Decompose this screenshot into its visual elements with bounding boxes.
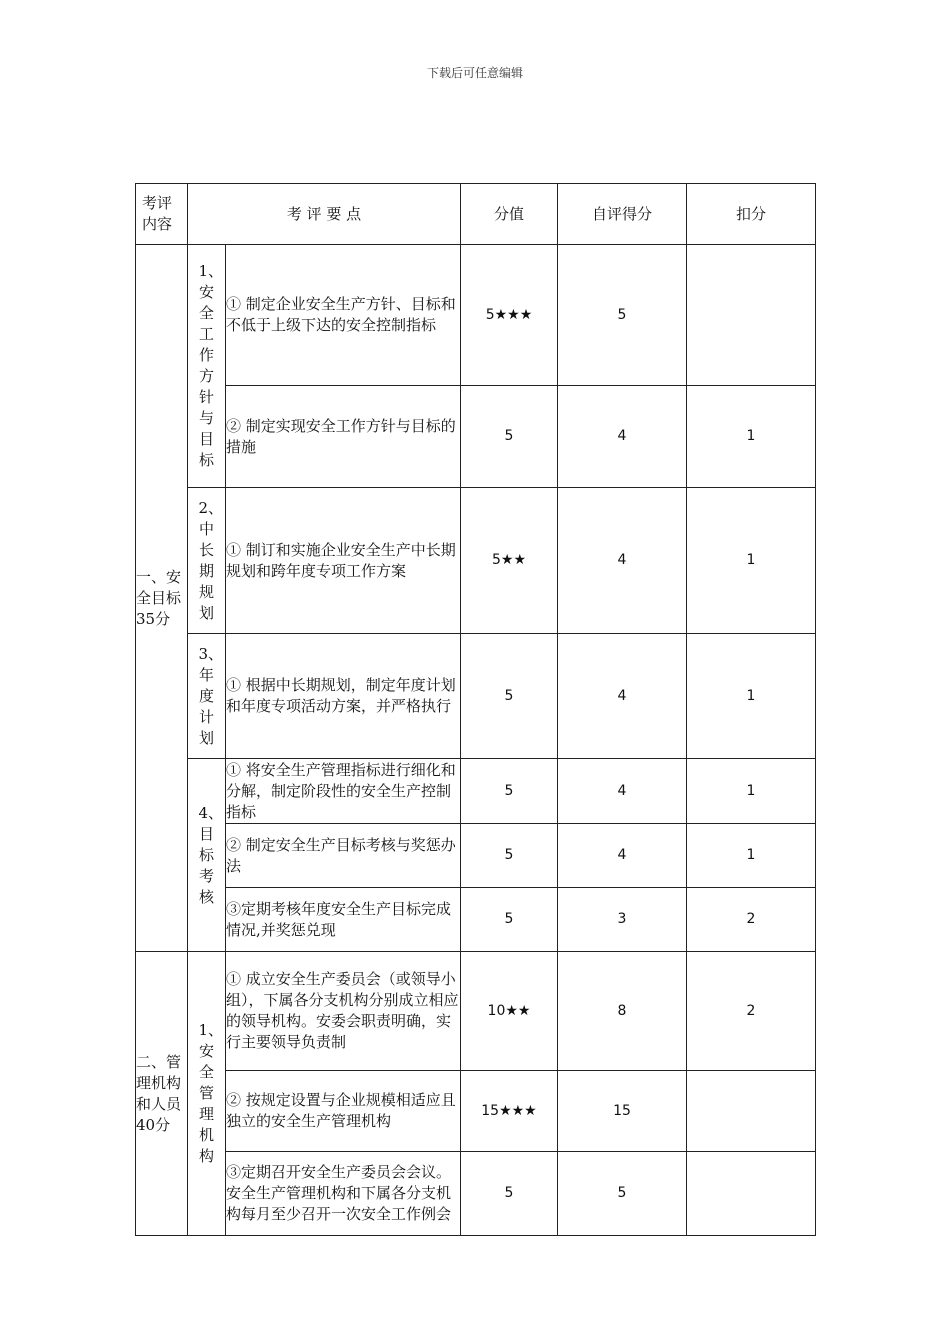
section-label: 二、管理机构和人员40分 — [136, 952, 188, 1236]
deduction: 2 — [687, 888, 816, 952]
section-label: 一、安全目标35分 — [136, 245, 188, 952]
self-score: 5 — [558, 1152, 687, 1236]
table-row — [136, 1071, 816, 1152]
score-value: 5 — [461, 1152, 558, 1236]
header-row — [136, 184, 816, 245]
header-self-score: 自评得分 — [558, 184, 687, 245]
evaluation-point: ① 制订和实施企业安全生产中长期规划和跨年度专项工作方案 — [226, 488, 461, 634]
score-value: 5 — [461, 759, 558, 824]
self-score: 4 — [558, 488, 687, 634]
table-row — [136, 386, 816, 488]
evaluation-point: ③定期考核年度安全生产目标完成情况,并奖惩兑现 — [226, 888, 461, 952]
score-value: 5 — [461, 824, 558, 888]
self-score: 4 — [558, 759, 687, 824]
evaluation-point: ② 按规定设置与企业规模相适应且独立的安全生产管理机构 — [226, 1071, 461, 1152]
table-row — [136, 888, 816, 952]
evaluation-point: ② 制定安全生产目标考核与奖惩办法 — [226, 824, 461, 888]
score-value: 5 — [461, 386, 558, 488]
evaluation-point: ① 根据中长期规划，制定年度计划和年度专项活动方案，并严格执行 — [226, 634, 461, 759]
self-score: 4 — [558, 386, 687, 488]
table-row — [136, 634, 816, 759]
table-row — [136, 245, 816, 386]
score-value: 5★★★ — [461, 245, 558, 386]
header-content: 考评内容 — [136, 184, 188, 245]
score-value: 10★★ — [461, 952, 558, 1071]
deduction: 1 — [687, 824, 816, 888]
header-score: 分值 — [461, 184, 558, 245]
self-score: 3 — [558, 888, 687, 952]
deduction — [687, 245, 816, 386]
score-value: 15★★★ — [461, 1071, 558, 1152]
deduction — [687, 1071, 816, 1152]
deduction: 1 — [687, 386, 816, 488]
evaluation-point: ① 成立安全生产委员会（或领导小组），下属各分支机构分别成立相应的领导机构。安委会职责明确，实行主要领导负责制 — [226, 952, 461, 1071]
deduction: 2 — [687, 952, 816, 1071]
header-deduction: 扣分 — [687, 184, 816, 245]
table-row — [136, 1152, 816, 1236]
evaluation-point: ③定期召开安全生产委员会会议。安全生产管理机构和下属各分支机构每月至少召开一次安全工作例会 — [226, 1152, 461, 1236]
self-score: 5 — [558, 245, 687, 386]
header-note: 下载后可任意编辑 — [426, 66, 523, 80]
self-score: 4 — [558, 824, 687, 888]
self-score: 4 — [558, 634, 687, 759]
table-row — [136, 759, 816, 824]
subsection-label: 4、目标考核 — [188, 759, 226, 952]
table-row — [136, 952, 816, 1071]
table-row — [136, 824, 816, 888]
deduction — [687, 1152, 816, 1236]
score-value: 5 — [461, 634, 558, 759]
subsection-label: 2、中长期规划 — [188, 488, 226, 634]
self-score: 8 — [558, 952, 687, 1071]
header-points: 考 评 要 点 — [188, 184, 461, 245]
deduction: 1 — [687, 488, 816, 634]
score-value: 5★★ — [461, 488, 558, 634]
deduction: 1 — [687, 634, 816, 759]
subsection-label: 3、年度计划 — [188, 634, 226, 759]
evaluation-point: ② 制定实现安全工作方针与目标的措施 — [226, 386, 461, 488]
evaluation-point: ① 将安全生产管理指标进行细化和分解，制定阶段性的安全生产控制指标 — [226, 759, 461, 824]
subsection-label: 1、安全管理机构 — [188, 952, 226, 1236]
table-row — [136, 488, 816, 634]
self-score: 15 — [558, 1071, 687, 1152]
subsection-label: 1、安全工作方针与目标 — [188, 245, 226, 488]
evaluation-table — [135, 183, 816, 1236]
deduction: 1 — [687, 759, 816, 824]
evaluation-point: ① 制定企业安全生产方针、目标和不低于上级下达的安全控制指标 — [226, 245, 461, 386]
score-value: 5 — [461, 888, 558, 952]
